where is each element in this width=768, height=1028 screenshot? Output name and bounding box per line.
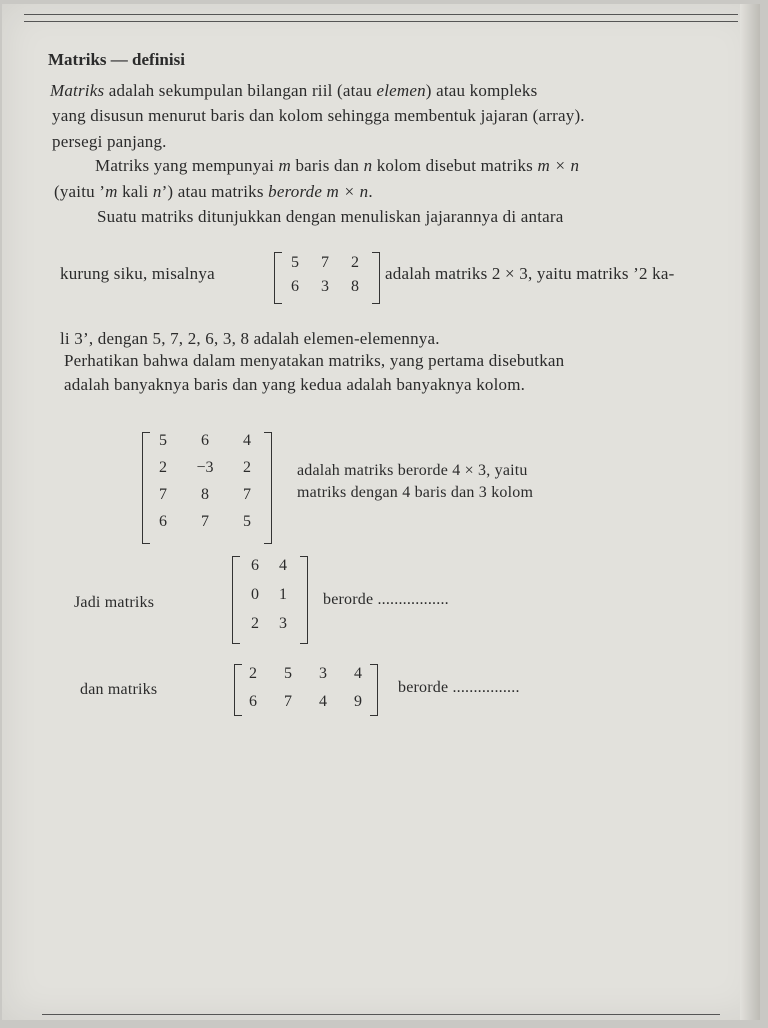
intro-line-1-end: ) atau kompleks [425, 81, 538, 100]
matrix-cell: 2 [251, 615, 259, 632]
term-matriks: Matriks [50, 81, 105, 100]
matrix-cell: 3 [321, 278, 329, 295]
matrix-cell: 2 [159, 459, 167, 476]
matrix-cell: 8 [201, 486, 209, 503]
para2-text-b: baris dan [291, 156, 364, 175]
right-bracket [300, 556, 308, 644]
page-edge-shadow [740, 4, 760, 1020]
bottom-rule [42, 1014, 720, 1015]
matrix-cell: 4 [279, 557, 287, 574]
matrix-4x3 [142, 432, 272, 544]
para3-line-5: adalah banyaknya baris dan yang kedua adalah banyaknya kolom. [64, 375, 526, 394]
matrix-2x3 [274, 252, 380, 304]
exercise1-suffix: berorde ................. [323, 591, 449, 608]
matrix-cell: 7 [321, 254, 329, 271]
matrix-cell: 6 [201, 432, 209, 449]
para3-line-2-pre: kurung siku, misalnya [60, 264, 215, 283]
para2-text-c: kolom disebut matriks [372, 156, 538, 175]
var-m: m [278, 156, 292, 175]
matrix-cell: 6 [251, 557, 259, 574]
para2-text-kali: kali [117, 182, 153, 201]
document-page [2, 4, 760, 1020]
top-rule [24, 14, 738, 15]
matrix-cell: 5 [243, 513, 251, 530]
matrix-cell: 4 [319, 693, 327, 710]
para3-line-4: Perhatikan bahwa dalam menyatakan matriks, yang pertama disebutkan [64, 351, 565, 370]
para2-line-2 [54, 182, 373, 202]
intro-line-3: persegi panjang. [52, 132, 167, 151]
para3-line-1: Suatu matriks ditunjukkan dengan menuliskan jajarannya di antara [97, 207, 564, 226]
matrix-cell: 7 [159, 486, 167, 503]
matrix2-caption-line-2: matriks dengan 4 baris dan 3 kolom [297, 484, 534, 501]
matrix-cell: 4 [243, 432, 251, 449]
para3-line-2-post: adalah matriks 2 × 3, yaitu matriks ’2 ka- [385, 264, 675, 283]
matrix-cell: 5 [159, 432, 167, 449]
term-berorde: berorde m × n [268, 182, 369, 201]
left-bracket [232, 556, 240, 644]
top-rule-2 [24, 21, 738, 22]
matrix-cell: 0 [251, 586, 259, 603]
matrix-cell: 2 [351, 254, 359, 271]
right-bracket [372, 252, 380, 304]
intro-line-1-text: adalah sekumpulan bilangan riil (atau [104, 81, 377, 100]
para2-line-1 [95, 156, 579, 176]
term-elemen: elemen [376, 81, 426, 100]
matrix-cell: 1 [279, 586, 287, 603]
var-m-2: m [105, 182, 118, 201]
matrix-cell: 7 [284, 693, 292, 710]
section-heading: Matriks — definisi [48, 50, 185, 69]
matrix-3x2 [232, 556, 308, 644]
exercise2-suffix: berorde ................ [398, 679, 520, 696]
matrix-cell: 3 [279, 615, 287, 632]
matrix-cell: 2 [249, 665, 257, 682]
matrix-cell: 2 [243, 459, 251, 476]
intro-line-1 [50, 81, 537, 101]
var-n-2: n [152, 182, 162, 201]
right-bracket [264, 432, 272, 544]
matrix-cell: 7 [243, 486, 251, 503]
exercise2-label: dan matriks [80, 681, 158, 698]
matrix-cell: 5 [291, 254, 299, 271]
matrix-cell: 5 [284, 665, 292, 682]
matrix-cell: 6 [159, 513, 167, 530]
var-mxn: m × n [537, 156, 580, 175]
var-n: n [363, 156, 373, 175]
matrix-cell: −3 [196, 459, 214, 476]
para2-text-e: ’) atau matriks [161, 182, 269, 201]
matrix-cell: 9 [354, 693, 362, 710]
para2-text-d: (yaitu ’ [54, 182, 106, 201]
matrix-cell: 7 [201, 513, 209, 530]
para3-line-3: li 3’, dengan 5, 7, 2, 6, 3, 8 adalah elemen-elemennya. [60, 329, 440, 348]
intro-line-2: yang disusun menurut baris dan kolom sehingga membentuk jajaran (array). [52, 106, 585, 125]
matrix2-caption-line-1: adalah matriks berorde 4 × 3, yaitu [297, 462, 528, 479]
para2-end: . [368, 182, 373, 201]
matrix-2x4 [234, 664, 378, 716]
matrix-cell: 6 [291, 278, 299, 295]
para2-text-a: Matriks yang mempunyai [95, 156, 279, 175]
matrix-cell: 6 [249, 693, 257, 710]
matrix-cell: 8 [351, 278, 359, 295]
exercise1-label: Jadi matriks [74, 594, 155, 611]
matrix-cell: 3 [319, 665, 327, 682]
matrix-cell: 4 [354, 665, 362, 682]
